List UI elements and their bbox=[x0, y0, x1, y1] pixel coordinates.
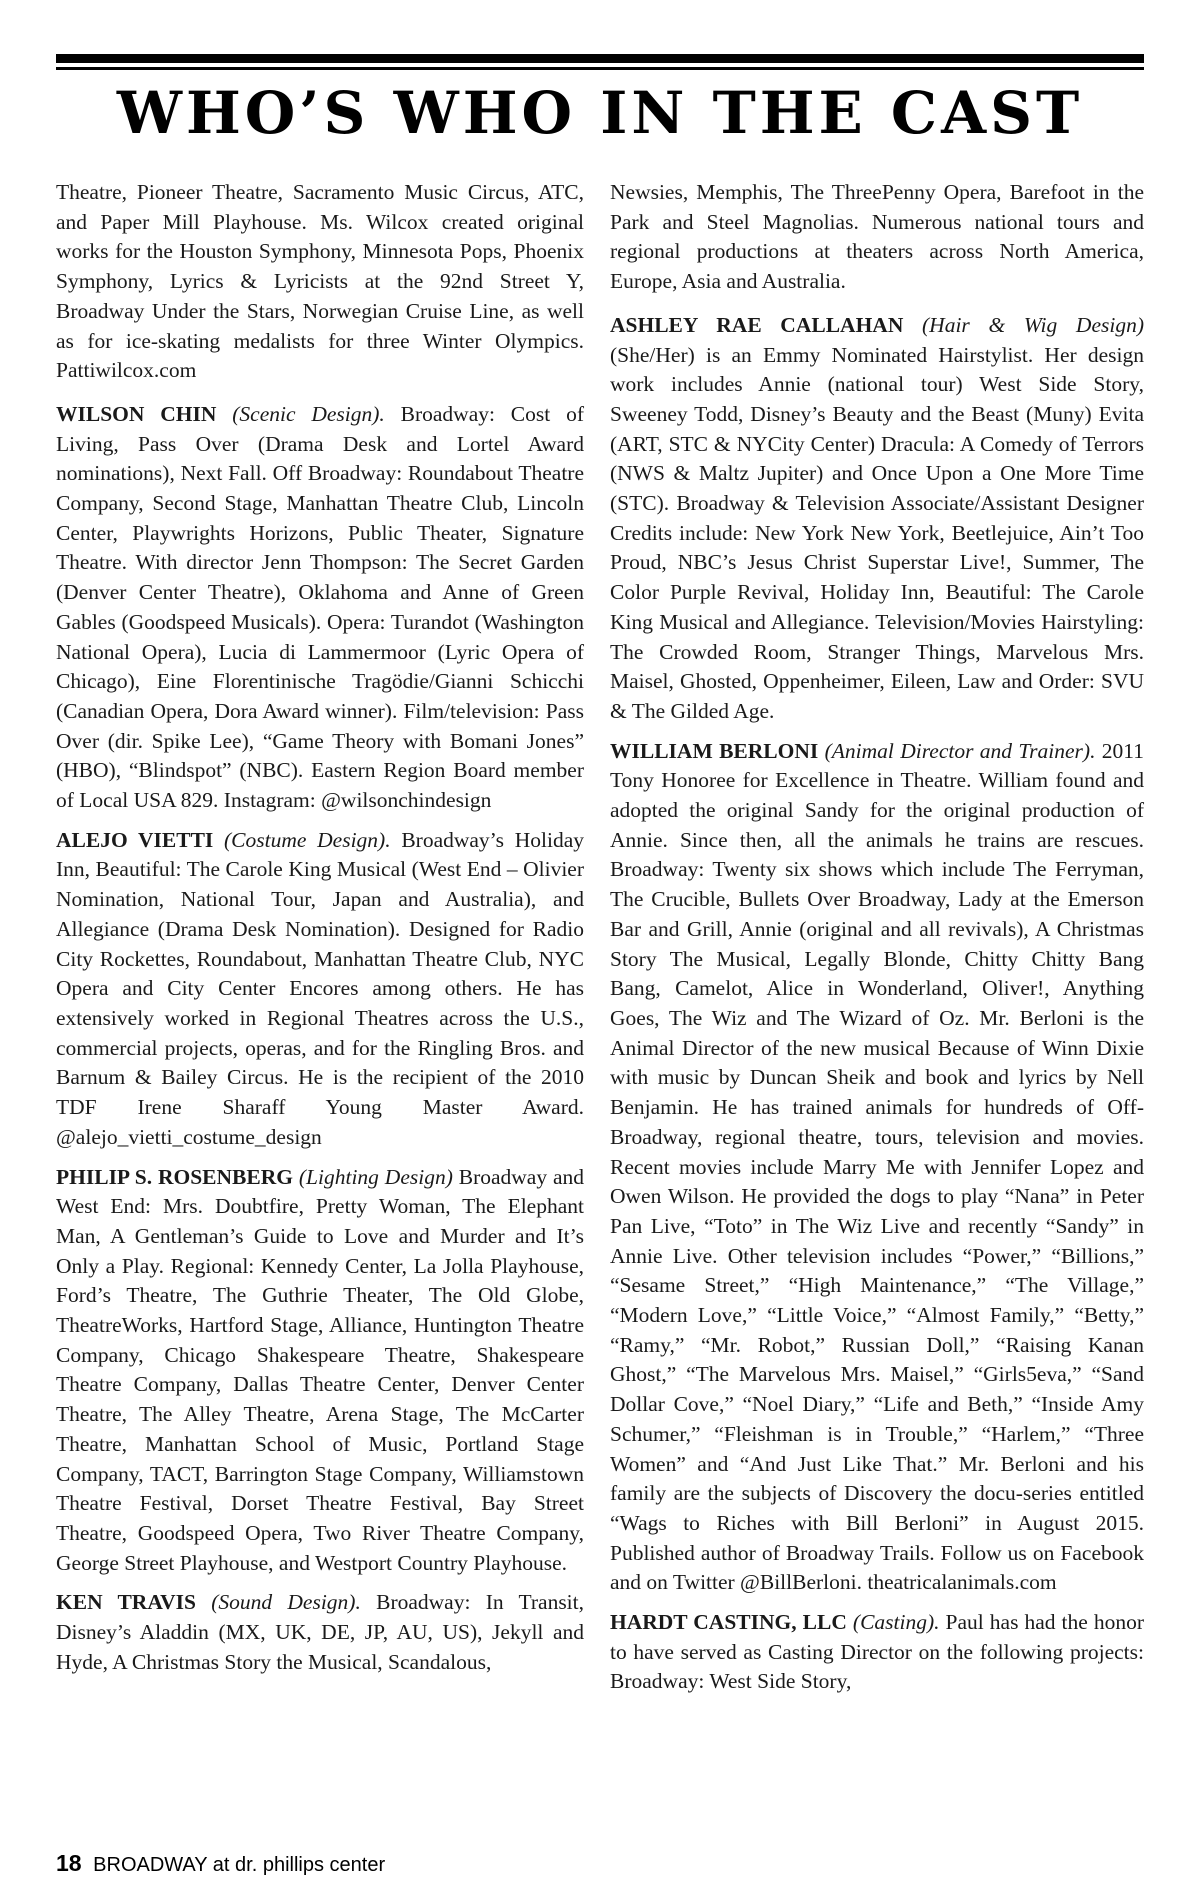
bio-hardt-casting bbox=[610, 1608, 1144, 1697]
left-column bbox=[56, 178, 584, 1687]
bio-name: ASHLEY RAE CALLAHAN bbox=[610, 312, 904, 337]
bio-wilson-chin bbox=[56, 400, 584, 816]
bio-ken-travis bbox=[56, 1588, 584, 1677]
bio-name: WILLIAM BERLONI bbox=[610, 738, 819, 763]
bio-text: Broadway: In Transit, Disney’s Aladdin (MX, UK, DE, JP, AU, US), Jekyll and Hyde, A Christmas Story the Musical, Scandalous, bbox=[56, 1590, 585, 1674]
header-rule-thin bbox=[56, 67, 1144, 70]
bio-william-berloni bbox=[610, 737, 1144, 1598]
bio-name: WILSON CHIN bbox=[56, 401, 217, 426]
publication-name: BROADWAY at dr. phillips center bbox=[93, 1854, 386, 1876]
bio-wilcox-continued: Theatre, Pioneer Theatre, Sacramento Music Circus, ATC, and Paper Mill Playhouse. Ms. Wilcox created original works for the Houston Symphony, Minnesota Pops, Phoenix Symphony, Lyrics & Lyricists at the 92nd Street Y, Broadway Under the Stars, Norwegian Cruise Line, as well as for ice-skating medalists for three Winter Olympics. Pattiwilcox.com bbox=[56, 180, 584, 383]
bio-name: ALEJO VIETTI bbox=[56, 827, 214, 852]
bio-text: Paul has had the honor to have served as Casting Director on the following projects: Broadway: West Side Story, bbox=[610, 1610, 1145, 1694]
page-footer bbox=[56, 1850, 385, 1877]
bio-ken-travis-continued: Newsies, Memphis, The ThreePenny Opera, Barefoot in the Park and Steel Magnolias. Numerous national tours and regional productions at theaters across North America, Europe, Asia and Australia. bbox=[610, 180, 1144, 294]
bio-name: PHILIP S. ROSENBERG bbox=[56, 1164, 293, 1189]
bio-name: KEN TRAVIS bbox=[56, 1590, 196, 1615]
header-rule-thick bbox=[56, 54, 1144, 63]
right-column bbox=[610, 178, 1144, 1707]
bio-alejo-vietti bbox=[56, 826, 584, 1153]
bio-text: Broadway’s Holiday Inn, Beautiful: The Carole King Musical (West End – Olivier Nomination, National Tour, Japan and Australia), and Allegiance (Drama Desk Nomination). Designed for Radio City Rockettes, Roundabout, Manhattan Theatre Club, NYC Opera and City Center Encores among others. He has extensively worked in Regional Theatres across the U.S., commercial projects, operas, and for the Ringling Bros. and Barnum & Bailey Circus. He is the recipient of the 2010 TDF Irene Sharaff Young Master Award. @alejo_vietti_costume_design bbox=[56, 827, 584, 1149]
bio-role: (Sound Design). bbox=[211, 1590, 361, 1615]
bio-role: (Casting). bbox=[852, 1610, 940, 1635]
bio-text: 2011 Tony Honoree for Excellence in Theatre. William found and adopted the original Sandy for the original production of Annie. Since then, all the animals he trains are rescues. Broadway: Twenty six shows which include The Ferryman, The Crucible, Bullets Over Broadway, Lady at the Emerson Bar and Grill, Annie (original and all revivals), A Christmas Story The Musical, Legally Blonde, Chitty Chitty Bang Bang, Camelot, Alice in Wonderland, Oliver!, Anything Goes, The Wiz and The Wizard of Oz. Mr. Berloni is the Animal Director of the new musical Because of Winn Dixie with music by Duncan Sheik and book and lyrics by Nell Benjamin. He has trained animals for hundreds of Off-Broadway, regional theatre, tours, television and movies. Recent movies include Marry Me with Jennifer Lopez and Owen Wilson. He provided the dogs to play “Nana” in Peter Pan Live, “Toto” in The Wiz Live and recently “Sandy” in Annie Live. Other television includes “Power,” “Billions,” “Sesame Street,” “High Maintenance,” “The Village,” “Modern Love,” “Little Voice,” “Almost Family,” “Betty,” “Ramy,” “Mr. Robot,” Russian Doll,” “Raising Kanan Ghost,” “The Marvelous Mrs. Maisel,” “Girls5eva,” “Sand Dollar Cove,” “Noel Diary,” “Life and Beth,” “Inside Amy Schumer,” “Fleishman is in Trouble,” “Harlem,” “Three Women” and “And Just Like That.” Mr. Berloni and his family are the subjects of Discovery the docu-series entitled “Wags to Riches with Bill Berloni” in August 2015. Published author of Broadway Trails. Follow us on Facebook and on Twitter @BillBerloni. theatricalanimals.com bbox=[610, 738, 1144, 1595]
bio-role: (Hair & Wig Design) bbox=[922, 312, 1144, 337]
bio-ashley-rae-callahan bbox=[610, 311, 1144, 727]
page-title: WHO’S WHO IN THE CAST bbox=[116, 79, 1084, 147]
bio-text: (She/Her) is an Emmy Nominated Hairstylist. Her design work includes Annie (national tour) West Side Story, Sweeney Todd, Disney’s Beauty and the Beast (Muny) Evita (ART, STC & NYCity Center) Dracula: A Comedy of Terrors (NWS & Maltz Jupiter) and Once Upon a One More Time (STC). Broadway & Television Associate/Assistant Designer Credits include: New York New York, Beetlejuice, Ain’t Too Proud, NBC’s Jesus Christ Superstar Live!, Summer, The Color Purple Revival, Holiday Inn, Beautiful: The Carole King Musical and Allegiance. Television/Movies Hairstyling: The Crowded Room, Stranger Things, Marvelous Mrs. Maisel, Ghosted, Oppenheimer, Eileen, Law and Order: SVU & The Gilded Age. bbox=[610, 342, 1144, 723]
page-number: 18 bbox=[56, 1850, 82, 1876]
bio-role: (Costume Design). bbox=[224, 827, 391, 852]
bio-text: Broadway and West End: Mrs. Doubtfire, Pretty Woman, The Elephant Man, A Gentleman’s Guide to Love and Murder and It’s Only a Play. Regional: Kennedy Center, La Jolla Playhouse, Ford’s Theatre, The Guthrie Theater, The Old Globe, TheatreWorks, Hartford Stage, Alliance, Huntington Theatre Company, Chicago Shakespeare Theatre, Shakespeare Theatre Company, Dallas Theatre Center, Denver Center Theatre, The Alley Theatre, Arena Stage, The McCarter Theatre, Manhattan School of Music, Portland Stage Company, TACT, Barrington Stage Company, Williamstown Theatre Festival, Dorset Theatre Festival, Bay Street Theatre, Goodspeed Opera, Two River Theatre Company, George Street Playhouse, and Westport Country Playhouse. bbox=[56, 1164, 585, 1575]
bio-name: HARDT CASTING, LLC bbox=[610, 1610, 847, 1635]
bio-role: (Scenic Design). bbox=[232, 401, 385, 426]
bio-text: Broadway: Cost of Living, Pass Over (Drama Desk and Lortel Award nominations), Next Fall. Off Broadway: Roundabout Theatre Company, Second Stage, Manhattan Theatre Club, Lincoln Center, Playwrights Horizons, Public Theater, Signature Theatre. With director Jenn Thompson: The Secret Garden (Denver Center Theatre), Oklahoma and Anne of Green Gables (Goodspeed Musicals). Opera: Turandot (Washington National Opera), Lucia di Lammermoor (Lyric Opera of Chicago), Eine Florentinische Tragödie/Gianni Schicchi (Canadian Opera, Dora Award winner). Film/television: Pass Over (dir. Spike Lee), “Game Theory with Bomani Jones” (HBO), “Blindspot” (NBC). Eastern Region Board member of Local USA 829. Instagram: @wilsonchindesign bbox=[56, 401, 584, 813]
bio-role: (Animal Director and Trainer). bbox=[824, 738, 1096, 763]
bio-philip-rosenberg bbox=[56, 1163, 584, 1579]
bio-role: (Lighting Design) bbox=[298, 1164, 453, 1189]
